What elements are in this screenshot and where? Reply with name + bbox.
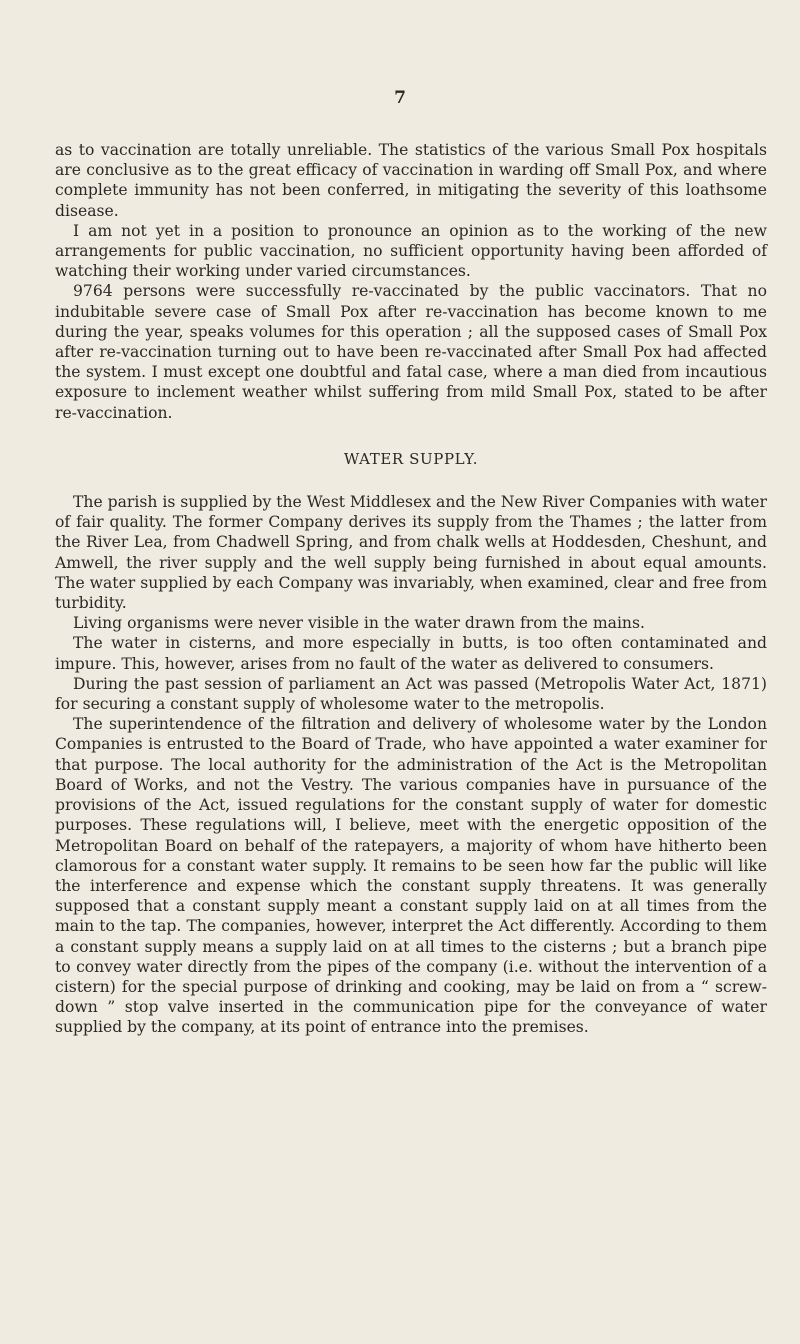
water-supply-paragraph-3: The water in cisterns, and more especially in butts, is too often contaminated and impure. This, however, arises from no fault of the water as delivered to consumers. (55, 634, 767, 673)
water-supply-paragraph-2: Living organisms were never visible in the water drawn from the mains. (73, 614, 645, 633)
water-supply-paragraph-1: The parish is supplied by the West Middlesex and the New River Companies with water of fair quality. The former Company derives its supply from the Thames ; the latter from the River Lea, from Chadwell Spring, and from chalk wells at Hoddesden, Cheshunt, and Amwell, the river supply and the well supply being furnished in about equal amounts. The water supplied by each Company was invariably, when examined, clear and free from turbidity. (55, 493, 767, 613)
vaccination-paragraph-2: I am not yet in a position to pronounce an opinion as to the working of the new arrangements for public vaccination, no sufficient opportunity having been afforded of watching their working under varied circumstances. (55, 221, 767, 281)
vaccination-paragraph-3: 9764 persons were successfully re-vaccinated by the public vaccinators. That no indubitable severe case of Small Pox after re-vaccination has become known to me during the year, speaks volumes for this operation ; all the supposed cases of Small Pox after re-vaccination turning out to have been re-vaccinated after Small Pox had affected the system. I must except one doubtful and fatal case, where a man died from incautious exposure to inclement weather whilst suffering from mild Small Pox, stated to be after re-vaccination. (55, 282, 767, 422)
water-supply-paragraph-4: During the past session of parliament an Act was passed (Metropolis Water Act, 1871) for securing a constant supply of wholesome water to the metropolis. (55, 674, 767, 714)
water-supply-paragraph-5: The superintendence of the filtration and delivery of wholesome water by the London Companies is entrusted to the Board of Trade, who have appointed a water examiner for that purpose. The local authority for the administration of the Act is the Metropolitan Board of Works, and not the Vestry. The various companies have in pursuance of the provisions of the Act, issued regulations for the constant supply of water for domestic purposes. These regulations will, I believe, meet with the energetic opposition of the Metropolitan Board on behalf of the ratepayers, a majority of whom have hitherto been clamorous for a constant water supply. It remains to be seen how far the public will like the interference and expense which the constant supply threatens. It was generally supposed that a constant supply meant a constant supply laid on at all times from the main to the tap. The companies, however, interpret the Act differently. According to them a constant supply means a supply laid on at all times to the cisterns ; but a branch pipe to convey water directly from the pipes of the company (i.e. without the intervention of a cistern) for the special purpose of drinking and cooking, may be laid on from a “ screw-down ” stop valve inserted in the communication pipe for the conveyance of water supplied by the company, at its point of entrance into the premises. (55, 715, 767, 1037)
body-text (55, 140, 767, 1038)
section-heading-water-supply: WATER SUPPLY. (343, 449, 479, 468)
page-number: 7 (394, 88, 406, 108)
vaccination-paragraph-1: as to vaccination are totally unreliable. The statistics of the various Small Pox hospitals are conclusive as to the great efficacy of vaccination in warding off Small Pox, and where complete immunity has not been conferred, in mitigating the severity of this loathsome disease. (55, 141, 767, 220)
